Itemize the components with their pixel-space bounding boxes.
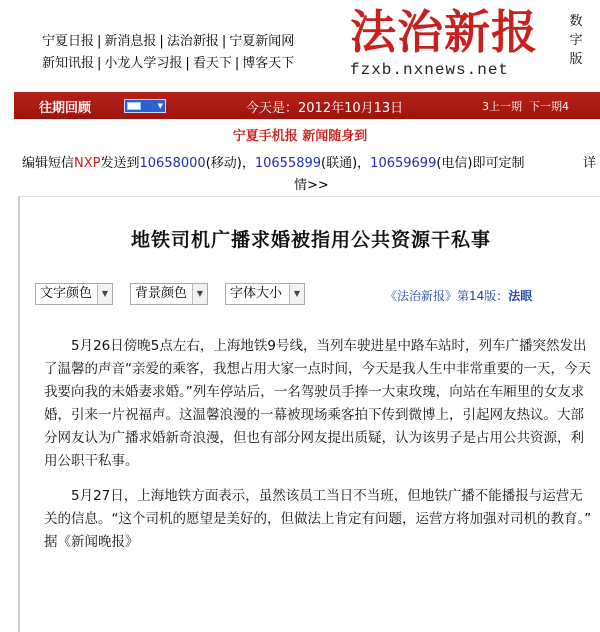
current-date: 今天是：2012年10月13日 [246, 101, 404, 116]
sms-carrier: (电信)即可定制 [436, 156, 525, 171]
newspaper-nav [42, 31, 294, 75]
article-body [44, 335, 596, 566]
digital-char: 数 [569, 14, 583, 29]
issue-select[interactable] [124, 99, 166, 113]
chevron-down-icon: ▼ [157, 102, 163, 110]
logo-url: fzxb.nxnews.net [350, 61, 510, 79]
nav-link-ningxia-daily[interactable]: 宁夏日报 [42, 34, 95, 49]
nav-link-ningxia-news[interactable]: 宁夏新闻网 [229, 34, 295, 49]
article-source [385, 287, 532, 304]
newspaper-logo[interactable] [350, 4, 550, 88]
reading-toolbar [35, 283, 600, 309]
digital-char: 版 [569, 52, 583, 67]
nav-link-xinzhi[interactable]: 新知讯报 [42, 56, 95, 71]
sms-number-unicom: 10655899 [254, 156, 322, 171]
chevron-down-icon: ▼ [97, 284, 112, 304]
article-paragraph: 5月26日傍晚5点左右，上海地铁9号线，当列车驶进星中路车站时，列车广播突然发出了温馨的声音“亲爱的乘客，我想占用大家一点时间，今天是我人生中非常重要的一天，今天我要向我的未婚妻求婚。”列车停站后，一名驾驶员手捧一大束玫瑰，向站在车厢里的女友求婚，引来一片祝福声。这温馨浪漫的一幕被现场乘客拍下传到微博上，引起网友热议。大部分网友认为广播求婚新奇浪漫，但也有部分网友提出质疑，认为该男子是占用公共资源，利用公职干私事。 [44, 338, 591, 469]
mobile-promo-headline[interactable]: 宁夏手机报 新闻随身到 [232, 129, 368, 144]
sms-to: 发送到 [100, 156, 140, 171]
font-size-label: 字体大小 [230, 286, 283, 301]
nav-link-kantianxia[interactable]: 看天下 [192, 56, 232, 71]
text-color-select[interactable] [35, 283, 113, 305]
nav-separator: | [159, 34, 164, 49]
source-section: 法眼 [508, 289, 533, 303]
sms-carrier: (移动)， [205, 156, 255, 171]
nav-separator: | [97, 34, 102, 49]
article-title: 地铁司机广播求婚被指用公共资源干私事 [130, 229, 491, 251]
bg-color-select[interactable] [130, 283, 208, 305]
chevron-down-icon: ▼ [192, 284, 207, 304]
nav-separator: | [185, 56, 190, 71]
nav-link-xinxiaoxi[interactable]: 新消息报 [104, 34, 157, 49]
nav-row-2 [42, 53, 294, 75]
details-link-cont[interactable]: 情>> [294, 178, 329, 193]
sms-carrier: (联通)， [321, 156, 371, 171]
nav-link-fazhi[interactable]: 法治新报 [166, 34, 219, 49]
issue-pager [482, 98, 569, 114]
site-header [0, 0, 600, 92]
article-panel [18, 196, 600, 632]
text-color-label: 文字颜色 [40, 286, 93, 301]
nav-row-1 [42, 31, 294, 53]
bg-color-label: 背景颜色 [135, 286, 188, 301]
digital-edition-label [566, 12, 586, 69]
issue-bar [14, 92, 600, 119]
next-issue-link[interactable]: 下一期4 [529, 100, 569, 113]
nav-link-xiaolongren[interactable]: 小龙人学习报 [104, 56, 183, 71]
digital-char: 字 [569, 33, 583, 48]
details-link[interactable]: 详 [582, 156, 596, 171]
nav-link-boke[interactable]: 博客天下 [242, 56, 295, 71]
sms-number-telecom: 10659699 [370, 156, 437, 171]
nav-separator: | [234, 56, 240, 71]
logo-title: 法治新报 [350, 5, 538, 59]
source-page: 《法治新报》第14版： [385, 289, 509, 303]
font-size-select[interactable] [225, 283, 305, 305]
sms-number-mobile: 10658000 [139, 156, 206, 171]
sms-code: NXP [74, 156, 101, 171]
article-paragraph: 5月27日，上海地铁方面表示，虽然该员工当日不当班，但地铁广播不能播报与运营无关的信息。“这个司机的愿望是美好的，但做法上肯定有问题，运营方将加强对司机的教育。” 据《新闻晚报》 [44, 488, 592, 550]
sms-prefix: 编辑短信 [22, 156, 75, 171]
flag-icon [127, 102, 141, 110]
nav-separator: | [221, 34, 227, 49]
sms-subscribe-line [22, 153, 596, 197]
chevron-down-icon: ▼ [289, 284, 304, 304]
prev-issue-link[interactable]: 3上一期 [482, 100, 522, 113]
past-issues-label: 往期回顾 [39, 101, 92, 116]
nav-separator: | [97, 56, 102, 71]
